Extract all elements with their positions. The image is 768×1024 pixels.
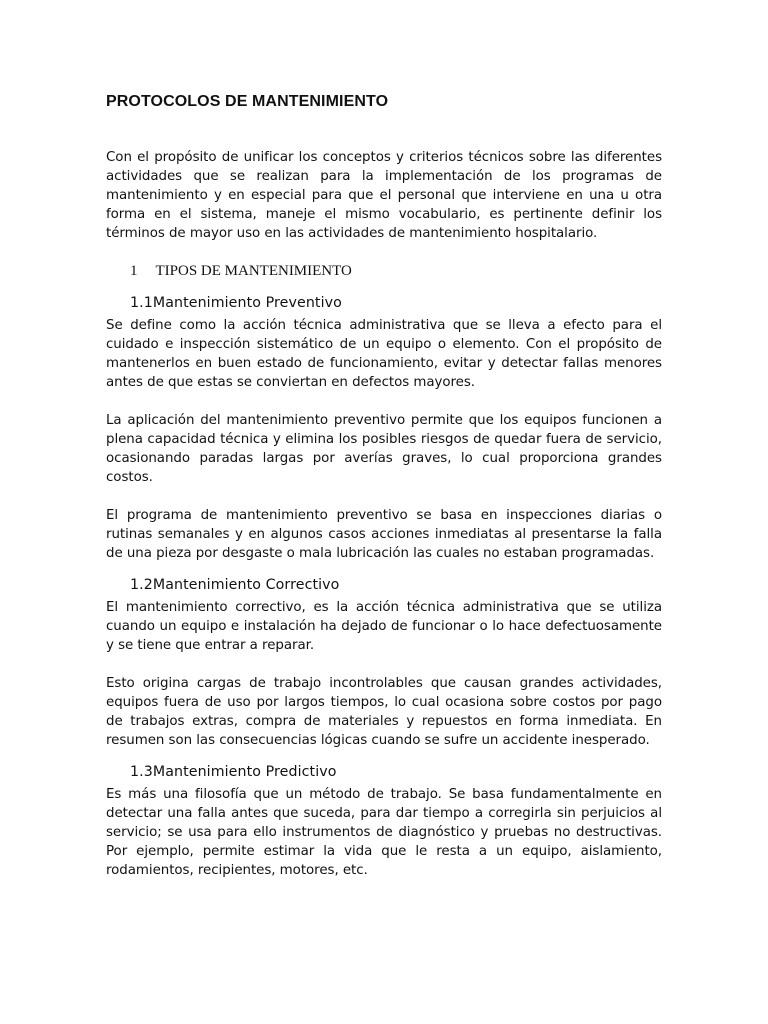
paragraph-preventivo-3: El programa de mantenimiento preventivo se basa en inspecciones diarias o rutinas semanales y en algunos casos acciones inmediatas al presentarse la falla de una pieza por desgaste o mala lubricación las cuales no estaban programadas. bbox=[106, 508, 662, 561]
intro-paragraph: Con el propósito de unificar los conceptos y criterios técnicos sobre las diferentes actividades que se realizan para la implementación de los programas de mantenimiento y en especial para que el personal que interviene en una u otra forma en el sistema, maneje el mismo vocabulario, es pertinente definir los términos de mayor uso en las actividades de mantenimiento hospitalario. bbox=[106, 150, 662, 241]
document-page bbox=[106, 91, 662, 880]
section-title: TIPOS DE MANTENIMIENTO bbox=[155, 263, 352, 279]
paragraph-correctivo-2: Esto origina cargas de trabajo incontrolables que causan grandes actividades, equipos fuera de uso por largos tiempos, lo cual ocasiona sobre costos por pago de trabajos extras, compra de materiales y repuestos en forma inmediata. En resumen son las consecuencias lógicas cuando se sufre un accidente inesperado. bbox=[106, 676, 662, 748]
paragraph-correctivo-1: El mantenimiento correctivo, es la acción técnica administrativa que se utiliza cuando un equipo e instalación ha dejado de funcionar o lo hace defectuosamente y se tiene que entrar a reparar. bbox=[106, 600, 662, 653]
subsection-heading-predictivo: 1.3Mantenimiento Predictivo bbox=[130, 764, 337, 780]
paragraph-preventivo-1: Se define como la acción técnica administrativa que se lleva a efecto para el cuidado e inspección sistemático de un equipo o elemento. Con el propósito de mantenerlos en buen estado de funcionamiento, evitar y detectar fallas menores antes de que estas se conviertan en defectos mayores. bbox=[106, 318, 662, 390]
section-heading bbox=[130, 261, 662, 281]
document-title: PROTOCOLOS DE MANTENIMIENTO bbox=[106, 93, 389, 110]
paragraph-preventivo-2: La aplicación del mantenimiento preventivo permite que los equipos funcionen a plena capacidad técnica y elimina los posibles riesgos de quedar fuera de servicio, ocasionando paradas largas por averías graves, lo cual proporciona grandes costos. bbox=[106, 413, 662, 485]
paragraph-predictivo-1: Es más una filosofía que un método de trabajo. Se basa fundamentalmente en detectar una falla antes que suceda, para dar tiempo a corregirla sin perjuicios al servicio; se usa para ello instrumentos de diagnóstico y pruebas no destructivas. Por ejemplo, permite estimar la vida que le resta a un equipo, aislamiento, rodamientos, recipientes, motores, etc. bbox=[106, 787, 662, 878]
subsection-heading-preventivo: 1.1Mantenimiento Preventivo bbox=[130, 295, 342, 311]
subsection-heading-correctivo: 1.2Mantenimiento Correctivo bbox=[130, 577, 340, 593]
section-number: 1 bbox=[130, 263, 138, 279]
